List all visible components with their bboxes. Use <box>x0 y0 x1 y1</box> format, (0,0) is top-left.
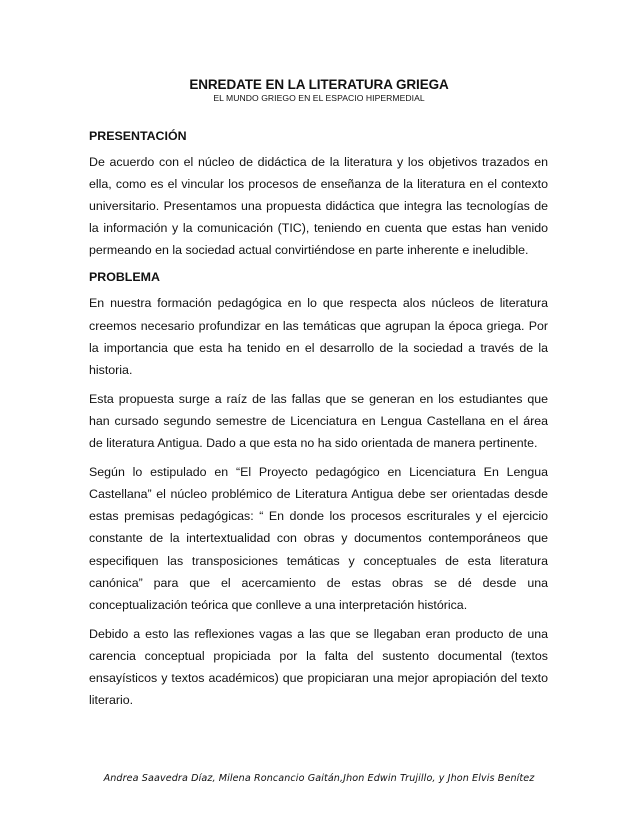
paragraph-problema-3: Según lo estipulado en “El Proyecto pedagógico en Licenciatura En Lengua Castellana” el núcleo problémico de Literatura Antigua debe ser orientadas desde estas premisas pedagógicas: “ En donde los procesos escriturales y el ejercicio constante de la intertextualidad con obras y documentos contemporáneos que especifiquen las transposiciones temáticas y conceptuales de esta literatura canónica” para que el acercamiento de estas obras se dé desde una conceptualización teórica que conlleve a una interpretación histórica. <box>89 465 548 612</box>
document-footer-authors: Andrea Saavedra Díaz, Milena Roncancio Gaitán,Jhon Edwin Trujillo, y Jhon Elvis Benítez <box>103 773 535 784</box>
document-title: ENREDATE EN LA LITERATURA GRIEGA <box>189 77 449 92</box>
section-heading-presentacion: PRESENTACIÓN <box>89 129 187 143</box>
paragraph-presentacion-1: De acuerdo con el núcleo de didáctica de la literatura y los objetivos trazados en ella, como es el vincular los procesos de enseñanza de la literatura en el contexto universitario. Presentamos una propuesta didáctica que integra las tecnologías de la información y la comunicación (TIC), teniendo en cuenta que estas han venido permeando en la sociedad actual convirtiéndose en parte inherente e ineludible. <box>89 155 548 258</box>
section-heading-problema: PROBLEMA <box>89 270 160 285</box>
paragraph-problema-4: Debido a esto las reflexiones vagas a las que se llegaban eran producto de una carencia conceptual propiciada por la falta del sustento documental (textos ensayísticos y textos académicos) que propiciaran una mejor apropiación del texto literario. <box>89 626 548 708</box>
document-body <box>89 127 548 718</box>
document-subtitle: EL MUNDO GRIEGO EN EL ESPACIO HIPERMEDIAL <box>213 93 425 103</box>
paragraph-problema-1: En nuestra formación pedagógica en lo que respecta alos núcleos de literatura creemos necesario profundizar en las temáticas que agrupan la época griega. Por la importancia que esta ha tenido en el desarrollo de la sociedad a través de la historia. <box>89 296 548 377</box>
paragraph-problema-2: Esta propuesta surge a raíz de las fallas que se generan en los estudiantes que han cursado segundo semestre de Licenciatura en Lengua Castellana en el área de literatura Antigua. Dado a que esta no ha sido orientada de manera pertinente. <box>89 391 548 451</box>
